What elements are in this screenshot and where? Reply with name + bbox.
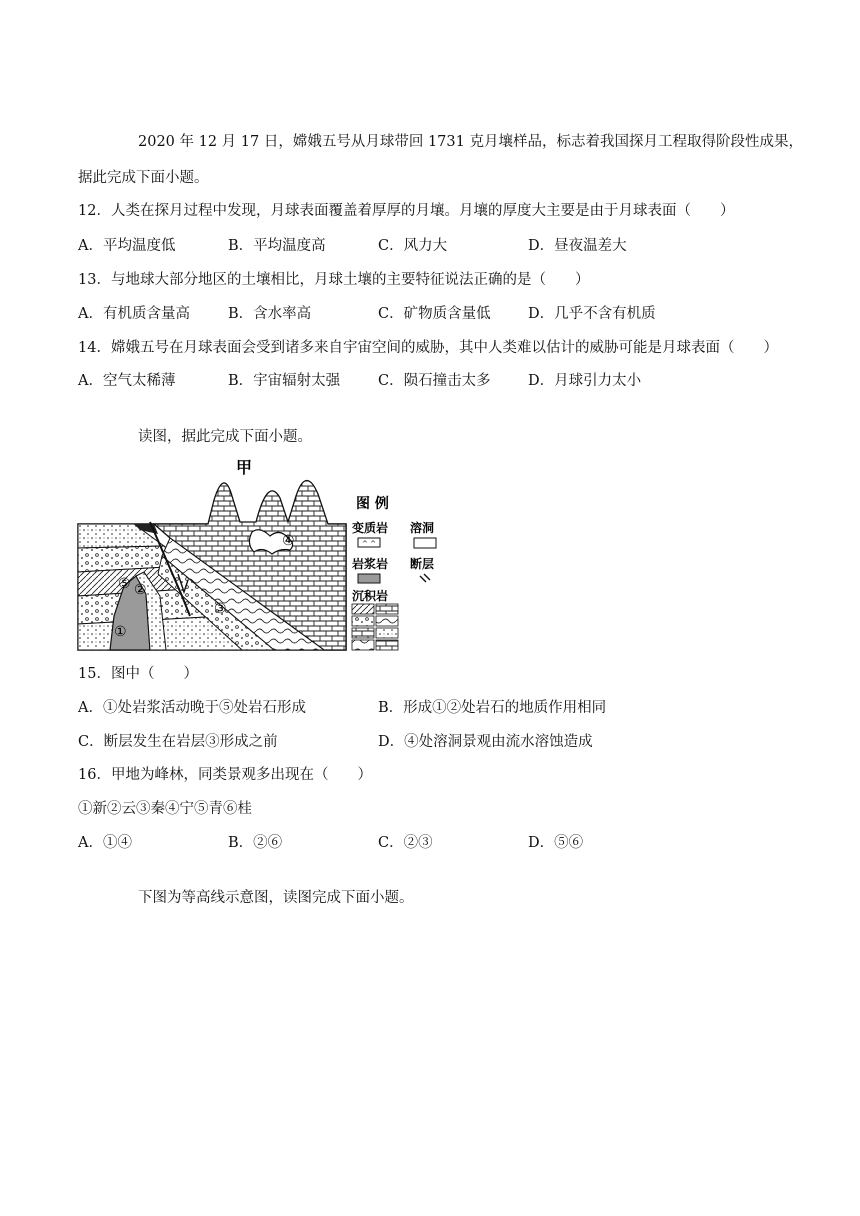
q12-option-a[interactable]: A．平均温度低	[78, 238, 176, 254]
contour-figure-intro: 下图为等高线示意图，读图完成下面小题。	[138, 890, 414, 906]
geologic-cross-section-figure	[74, 456, 446, 656]
q16-option-b[interactable]: B．②⑥	[228, 835, 283, 851]
q14-option-a[interactable]: A．空气太稀薄	[78, 373, 176, 389]
legend-title: 图 例	[356, 496, 389, 512]
legend-magmatic-label: 岩浆岩	[352, 557, 389, 571]
q15-option-a[interactable]: A．①处岩浆活动晚于⑤处岩石形成	[78, 700, 306, 716]
legend-cave-label: 溶洞	[410, 521, 435, 535]
q13-option-b[interactable]: B．含水率高	[228, 306, 312, 322]
question-14-stem: 14．嫦娥五号在月球表面会受到诸多来自宇宙空间的威胁，其中人类难以估计的威胁可能是月球表面（ ）	[78, 340, 778, 356]
q15-option-b[interactable]: B．形成①②处岩石的地质作用相同	[378, 700, 607, 716]
q15-option-d[interactable]: D．④处溶洞景观由流水溶蚀造成	[378, 734, 593, 750]
figure-intro: 读图，据此完成下面小题。	[138, 429, 312, 445]
legend-metamorphic-label: 变质岩	[352, 521, 389, 535]
q13-option-d[interactable]: D．几乎不含有机质	[528, 306, 656, 322]
q16-option-c[interactable]: C．②③	[378, 835, 433, 851]
legend-fault-symbol	[420, 574, 430, 582]
marker-4: ④	[282, 533, 295, 549]
legend-sed-swatch-2	[376, 604, 398, 614]
q16-choices-line: ①新②云③秦④宁⑤青⑥桂	[78, 801, 252, 817]
legend-sed-swatch-3	[352, 616, 374, 626]
question-12-stem: 12．人类在探月过程中发现，月球表面覆盖着厚厚的月壤。月壤的厚度大主要是由于月球表面（ ）	[78, 203, 735, 219]
marker-1: ①	[114, 624, 127, 640]
q14-option-c[interactable]: C．陨石撞击太多	[378, 373, 491, 389]
legend-sed-swatch-8	[376, 640, 398, 650]
legend-sedimentary-label: 沉积岩	[352, 589, 389, 603]
question-16-stem: 16．甲地为峰林，同类景观多出现在（ ）	[78, 767, 372, 783]
marker-2: ②	[134, 582, 147, 598]
q14-option-b[interactable]: B．宇宙辐射太强	[228, 373, 341, 389]
legend-magmatic-swatch	[358, 574, 380, 583]
q14-option-d[interactable]: D．月球引力太小	[528, 373, 642, 389]
legend-cave-swatch	[414, 538, 436, 548]
peak-label-jia: 甲	[236, 458, 253, 477]
q16-option-d[interactable]: D．⑤⑥	[528, 835, 584, 851]
legend-sed-swatch-4	[376, 616, 398, 626]
intro-paragraph-line1: 2020 年 12 月 17 日，嫦娥五号从月球带回 1731 克月壤样品，标志着我国探月工程取得阶段性成果，	[138, 134, 803, 150]
legend-sed-swatch-5	[352, 628, 374, 638]
marker-5: ⑤	[118, 576, 131, 592]
legend-metamorphic-symbol: ^ ^	[362, 540, 376, 548]
legend-fault-label: 断层	[410, 557, 435, 571]
q12-option-c[interactable]: C．风力大	[378, 238, 448, 254]
marker-3: ③	[214, 601, 227, 617]
q15-option-c[interactable]: C．断层发生在岩层③形成之前	[78, 734, 278, 750]
legend-sed-swatch-1	[352, 604, 374, 614]
legend-sed-swatch-6	[376, 628, 398, 638]
question-15-stem: 15．图中（ ）	[78, 666, 198, 682]
question-13-stem: 13．与地球大部分地区的土壤相比，月球土壤的主要特征说法正确的是（ ）	[78, 272, 590, 288]
q13-option-a[interactable]: A．有机质含量高	[78, 306, 190, 322]
q12-option-b[interactable]: B．平均温度高	[228, 238, 326, 254]
q12-option-d[interactable]: D．昼夜温差大	[528, 238, 627, 254]
q13-option-c[interactable]: C．矿物质含量低	[378, 306, 491, 322]
q16-option-a[interactable]: A．①④	[78, 835, 132, 851]
intro-paragraph-line2: 据此完成下面小题。	[78, 170, 209, 186]
legend-sed-swatch-7	[352, 640, 374, 650]
